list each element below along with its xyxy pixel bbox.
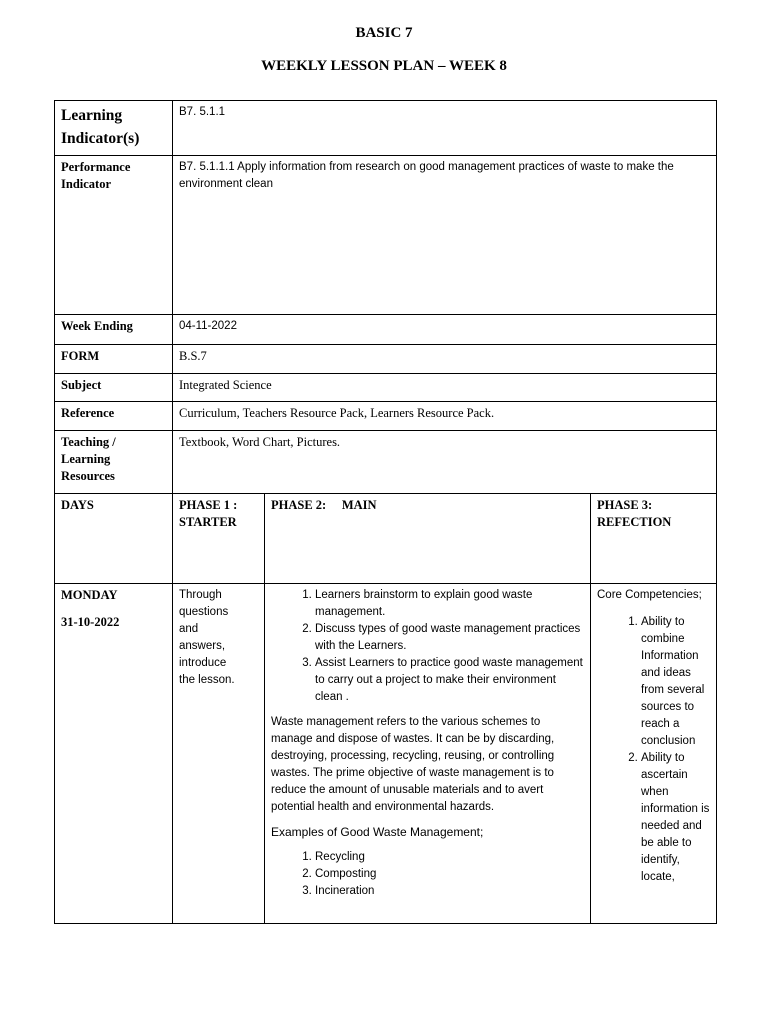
week-ending-label: Week Ending (55, 315, 173, 345)
resources-label: Teaching / Learning Resources (55, 431, 173, 494)
main-step-item: 2. Discuss types of good waste management practices with the Learners. (315, 621, 584, 655)
monday-label: MONDAY (61, 588, 118, 602)
example-item: 1. Recycling (315, 849, 584, 866)
performance-indicator-label: Performance Indicator (55, 156, 173, 315)
reference-label: Reference (55, 402, 173, 431)
lesson-plan-table (54, 100, 717, 924)
subject-value: Integrated Science (173, 374, 717, 402)
row-form (55, 345, 717, 374)
row-monday (55, 584, 717, 924)
monday-starter (173, 584, 265, 924)
document-title: BASIC 7 (355, 25, 413, 41)
learning-indicator-label: Learning Indicator(s) (55, 101, 173, 156)
reference-value: Curriculum, Teachers Resource Pack, Learners Resource Pack. (173, 402, 717, 431)
reflection-item: 1. Ability to combine Information and ideas from several sources to reach a conclusion (641, 614, 710, 750)
row-performance-indicator (55, 156, 717, 315)
row-phase-headers (55, 494, 717, 584)
phase1-header: PHASE 1 : STARTER (173, 494, 265, 584)
monday-reflection (591, 584, 717, 924)
phase2-header: PHASE 2: MAIN (265, 494, 591, 584)
document-subtitle: WEEKLY LESSON PLAN – WEEK 8 (261, 58, 507, 74)
row-learning-indicator (55, 101, 717, 156)
week-ending-value: 04-11-2022 (173, 315, 717, 345)
row-resources (55, 431, 717, 494)
form-value: B.S.7 (173, 345, 717, 374)
reflection-item: 2. Ability to ascertain when information is needed and be able to identify, locate, (641, 750, 710, 886)
subject-label: Subject (55, 374, 173, 402)
reflection-list (597, 614, 710, 886)
monday-date: 31-10-2022 (61, 615, 120, 629)
row-reference (55, 402, 717, 431)
starter-text: Through questions and answers, introduce the lesson. (179, 589, 235, 686)
examples-list (271, 849, 584, 900)
performance-indicator-value: B7. 5.1.1.1 Apply information from research on good management practices of waste to make the environment clean (173, 156, 717, 315)
monday-day-cell (55, 584, 173, 924)
main-step-item: 1. Learners brainstorm to explain good waste management. (315, 587, 584, 621)
learning-indicator-value: B7. 5.1.1 (173, 101, 717, 156)
example-item: 3. Incineration (315, 883, 584, 900)
resources-value: Textbook, Word Chart, Pictures. (173, 431, 717, 494)
main-step-item: 3. Assist Learners to practice good waste management to carry out a project to make their environment clean . (315, 655, 584, 706)
reflection-heading: Core Competencies; (597, 589, 702, 601)
days-header: DAYS (55, 494, 173, 584)
examples-heading: Examples of Good Waste Management; (271, 825, 484, 839)
main-paragraph: Waste management refers to the various schemes to manage and dispose of wastes. It can be by discarding, destroying, processing, recycling, reusing, or controlling wastes. The prime objective of waste management is to reduce the amount of unusable materials and to avert potential health and environmental hazards. (271, 716, 555, 813)
monday-main (265, 584, 591, 924)
form-label: FORM (55, 345, 173, 374)
row-subject (55, 374, 717, 402)
example-item: 2. Composting (315, 866, 584, 883)
row-week-ending (55, 315, 717, 345)
phase3-header: PHASE 3: REFECTION (591, 494, 717, 584)
main-steps-list (271, 587, 584, 706)
